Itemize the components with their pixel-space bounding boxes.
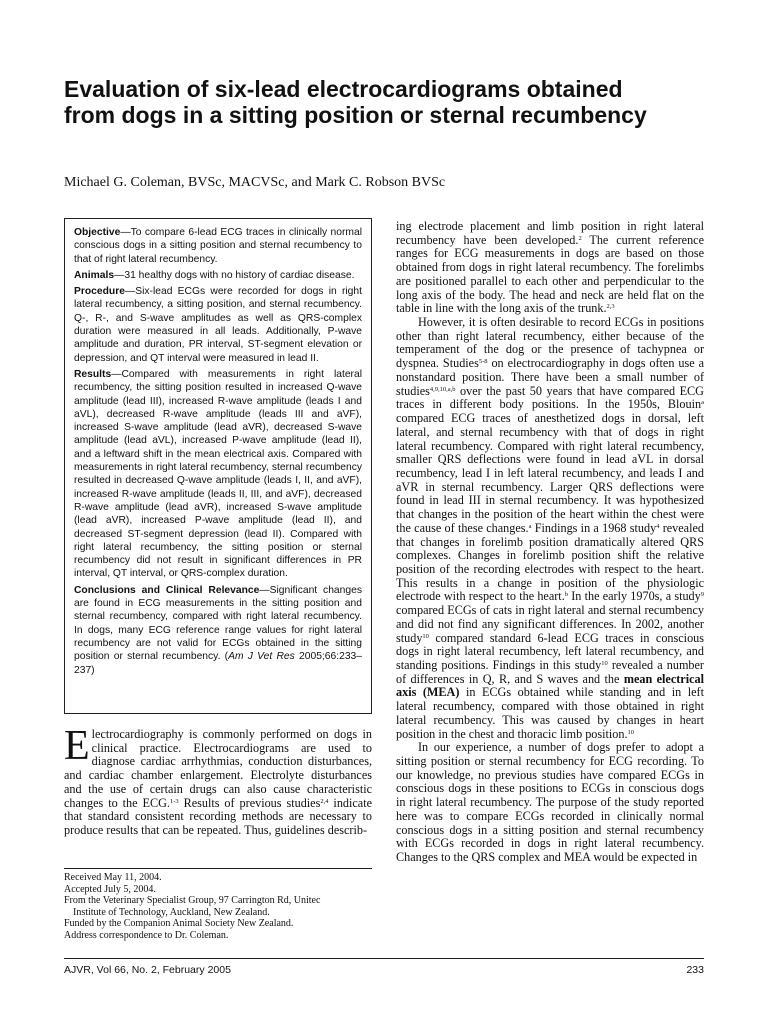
body-column-left — [64, 728, 372, 858]
body-paragraph-1: ing electrode placement and limb position in right lateral recumbency have been developed.$^2$ The current reference ranges for ECG measurements in dogs are based on those obtained from dogs in right lateral recumbency. The forelimbs are positioned parallel to each other and perpendicular to the long axis of the body. The head and neck are held flat on the table in line with the long axis of the trunk.$^{2,3}$ — [396, 220, 704, 316]
drop-cap: E — [64, 728, 90, 769]
body-paragraph-3: In our experience, a number of dogs prefer to adopt a sitting position or sternal recumbency for ECG recording. To our knowledge, no previous studies have compared ECGs in conscious dogs in these positions to ECGs in conscious dogs in right lateral recumbency. The purpose of the study reported here was to compare ECGs recorded in clinically normal conscious dogs in a sitting position and sternal recumbency with ECGs recorded in dogs in right lateral recumbency. Changes to the QRS complex and MEA would be expected in — [396, 740, 704, 865]
footnote-divider — [64, 868, 372, 869]
article-title: Evaluation of six-lead electrocardiograms obtained from dogs in a sitting position or sternal recumbency — [64, 76, 647, 128]
abstract-objective: Objective—To compare 6-lead ECG traces in clinically normal conscious dogs in a sitting position and sternal recumbency to that of right lateral recumbency. — [74, 227, 362, 265]
footnote-from: From the Veterinary Specialist Group, 97 Carrington Rd, Unitec — [64, 895, 321, 907]
footnote-received: Received May 11, 2004. — [64, 872, 162, 883]
mea-term: mean electrical axis (MEA) — [396, 671, 704, 700]
author-line: Michael G. Coleman, BVSc, MACVSc, and Mark C. Robson BVSc — [64, 175, 446, 190]
footnote-from-continued: Institute of Technology, Auckland, New Zealand. — [73, 906, 270, 918]
page-number: 233 — [686, 964, 704, 976]
intro-paragraph: Electrocardiography is commonly performed on dogs in clinical practice. Electrocardiograms are used to diagnose cardiac arrhythmias, conduction disturbances, and cardiac chamber enlargement. Electrolyte disturbances and the use of certain drugs can also cause characteristic changes to the ECG.$^{1-3}$ Results of previous studies$^{2,4}$ indicate that standard consistent recording methods are necessary to produce results that can be repeated. Thus, guidelines describ- — [64, 728, 372, 838]
footnote-accepted: Accepted July 5, 2004. — [64, 883, 156, 895]
body-paragraph-2: However, it is often desirable to record ECGs in positions other than right lateral recumbency, either because of the temperament of the dog or the presence of tachypnea or dyspnea. Studies$^{5-8}$ on electrocardiography in dogs often use a nonstandard position. There have been a small number of studies$^{4,9,10,a,b}$ over the past 50 years that have compared ECG traces in different body positions. In the 1950s, Blouin$^a$ compared ECG traces of anesthetized dogs in dorsal, left lateral, and sternal recumbency with that of dogs in right lateral recumbency. Compared with right lateral recumbency, smaller QRS deflections were found in lead aVL in dorsal recumbency, lead I in left lateral recumbency, and leads I and aVR in sternal recumbency. Larger QRS deflections were found in lead III in sternal recumbency. It was hypothesized that changes in the position of the heart within the chest were the cause of these changes.$^a$ Findings in a 1968 study$^4$ revealed that changes in forelimb position dramatically altered QRS complexes. Changes in forelimb position shift the relative position of the recording electrodes with respect to the heart. This results in a change in position of the physiologic electrode with respect to the heart.$^b$ In the early 1970s, a study$^9$ compared ECGs of cats in right lateral and sternal recumbency and did not find any significant differences. In 2002, another study$^{10}$ compared standard 6-lead ECG traces in conscious dogs in right lateral recumbency, left lateral recumbency, and standing positions. Findings in this study$^{10}$ revealed a number of differences in Q, R, and S waves and the mean electrical axis (MEA) in ECGs obtained while standing and in left lateral recumbency, compared with those obtained in right lateral recumbency. This was caused by changes in heart position in the chest and thoracic limb position.$^{10}$ — [396, 315, 704, 741]
abstract-box — [64, 218, 372, 714]
abstract-results: Results—Compared with measurements in right lateral recumbency, the sitting position resulted in increased Q-wave amplitude (lead III), increased R-wave amplitude (leads I and aVL), decreased R-wave amplitude (leads III and aVF), increased S-wave amplitude (lead aVR), decreased S-wave amplitude (lead aVL), increased P-wave amplitude (lead II), and a leftward shift in the mean electrical axis. Compared with measurements in right lateral recumbency, sternal recumbency resulted in decreased Q-wave amplitude (leads I, II, and aVF), increased R-wave amplitude (leads II, III, and aVF), decreased R-wave amplitude (lead aVR), increased S-wave amplitude (lead aVR), increased P-wave amplitude (lead II), and decreased ST-segment depression (lead II). Compared with right lateral recumbency, the sitting position or sternal recumbency did not result in significant differences in PR interval, QT interval, or QRS-complex duration. — [74, 368, 362, 580]
journal-citation: AJVR, Vol 66, No. 2, February 2005 — [64, 964, 231, 976]
body-column-right — [396, 220, 704, 948]
footnote-address: Address correspondence to Dr. Coleman. — [64, 929, 229, 941]
footnote-funding: Funded by the Companion Animal Society New Zealand. — [64, 918, 294, 930]
abstract-conclusions: Conclusions and Clinical Relevance—Significant changes are found in ECG measurements in the sitting position and sternal recumbency, compared with right lateral recumbency. In dogs, many ECG reference range values for right lateral recumbency are not valid for ECGs obtained in the sitting position or sternal recumbency. (Am J Vet Res 2005;66:233–237) — [74, 584, 363, 676]
footnotes — [64, 872, 374, 942]
abstract-procedure: Procedure—Six-lead ECGs were recorded for dogs in right lateral recumbency, a sitting position, and sternal recumbency. Q-, R-, and S-wave amplitudes as well as QRS-complex duration were measured in all leads. Additionally, P-wave amplitude and duration, PR interval, ST-segment elevation or depression, and QT interval were measured in lead II. — [74, 286, 362, 364]
footer-divider — [64, 958, 704, 959]
citation-journal: Am J Vet Res — [228, 651, 295, 663]
abstract-animals: Animals—31 healthy dogs with no history of cardiac disease. — [74, 269, 355, 281]
